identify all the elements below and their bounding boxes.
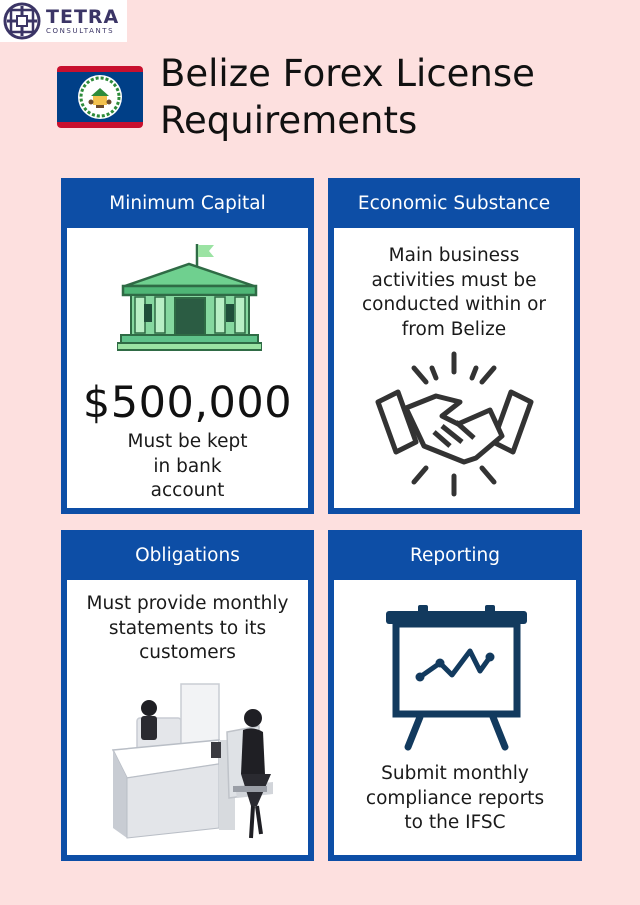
card-reporting — [328, 530, 582, 861]
card-economic-substance — [328, 178, 580, 514]
card-text: Submit monthly compliance reports to the IFSC — [365, 763, 545, 833]
card-minimum-capital — [61, 178, 314, 514]
handshake-icon — [372, 350, 537, 500]
card-text: Main business activities must be conducted within or from Belize — [361, 245, 547, 340]
service-desk-icon — [107, 678, 287, 848]
card-title: Minimum Capital — [109, 192, 266, 214]
card-obligations — [61, 530, 314, 861]
tetra-logo — [0, 0, 127, 42]
card-body — [67, 228, 308, 508]
card-body — [334, 580, 576, 855]
capital-amount: $500,000 — [82, 378, 293, 428]
card-title: Reporting — [410, 544, 500, 566]
chart-board-icon — [384, 605, 529, 755]
logo-name: TETRA — [46, 5, 120, 28]
page-title: Belize Forex License Requirements — [160, 52, 535, 142]
card-body — [67, 580, 308, 855]
bank-building-icon — [117, 240, 262, 362]
belize-flag-icon — [57, 66, 143, 128]
card-title: Economic Substance — [357, 192, 551, 214]
card-text: Must be kept in bank account — [127, 431, 248, 501]
card-title: Obligations — [135, 544, 240, 566]
card-body — [334, 228, 574, 508]
logo-subtitle: CONSULTANTS — [46, 26, 115, 35]
card-text: Must provide monthly statements to its customers — [86, 593, 289, 663]
logo-mark-icon — [2, 1, 42, 41]
